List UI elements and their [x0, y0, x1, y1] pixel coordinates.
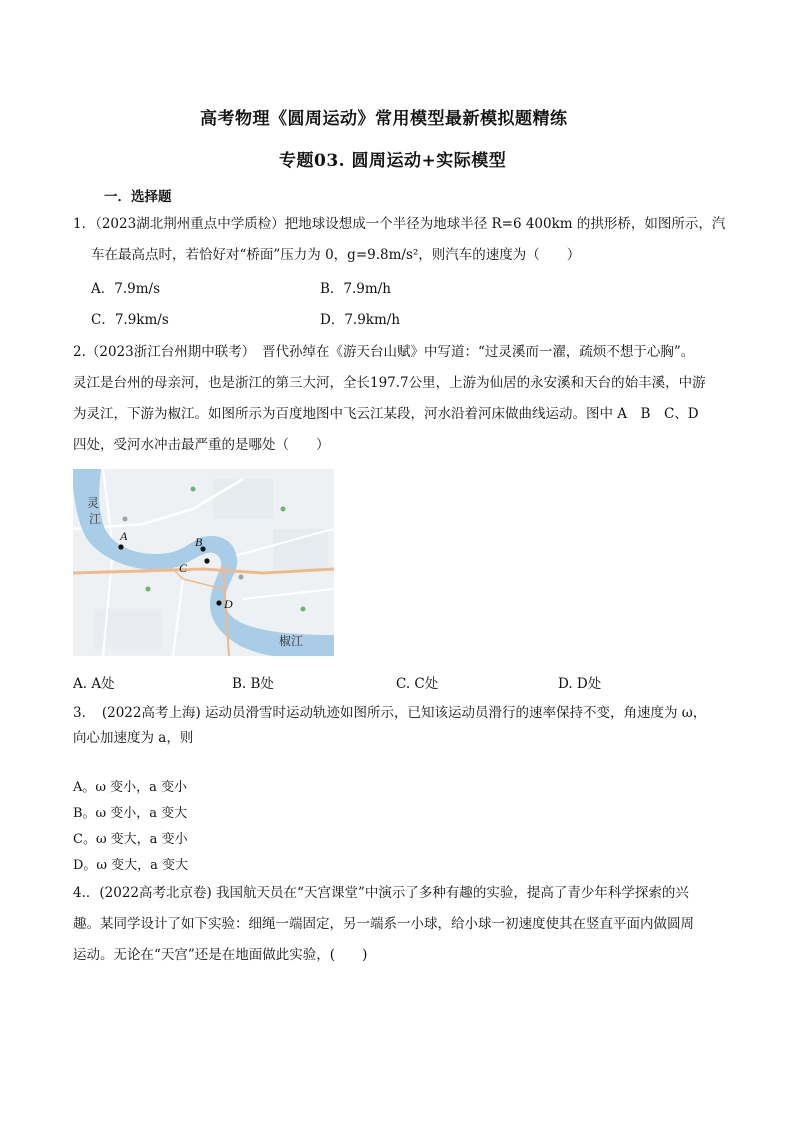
q2-option-c: C. C处: [396, 676, 439, 692]
q1-option-b: B．7.9m/h: [320, 281, 391, 297]
q3-option-c: C。ω 变大，a 变小: [73, 832, 188, 847]
q2-line4: 四处，受河水冲击最严重的是哪处（ ）: [73, 437, 330, 453]
q4-line3: 运动。无论在“天宫”还是在地面做此实验，( ): [73, 947, 368, 963]
q1-line1: 1．（2023湖北荆州重点中学质检）把地球设想成一个半径为地球半径 R=6 400km 的拱形桥，如图所示，汽: [73, 216, 726, 232]
doc-subtitle: 专题03. 圆周运动+实际模型: [279, 151, 507, 171]
map-point-a-dot: [118, 544, 123, 549]
map-label-jiaojiang: 椒江: [279, 634, 304, 648]
q3-option-b: B。ω 变小，a 变大: [73, 806, 188, 821]
q3-line2: 向心加速度为 a，则: [73, 730, 194, 746]
q2-option-a: A. A处: [73, 676, 115, 692]
q2-option-d: D. D处: [558, 676, 602, 692]
q3-line1: 3． (2022高考上海) 运动员滑雪时运动轨迹如图所示，已知该运动员滑行的速率保持不变，角速度为 ω，: [73, 705, 707, 721]
section-heading: 一．选择题: [104, 189, 172, 205]
doc-title: 高考物理《圆周运动》常用模型最新模拟题精练: [200, 109, 568, 129]
river-map-figure: [73, 469, 334, 656]
map-point-d-dot: [216, 600, 221, 605]
river-map-graphic: [73, 469, 334, 656]
map-point-c-dot: [204, 558, 209, 563]
map-point-b-label: B: [195, 535, 203, 549]
q1-line2: 车在最高点时，若恰好对“桥面”压力为 0，g=9.8m/s²，则汽车的速度为（ ）: [91, 247, 581, 263]
map-point-c-label: C: [179, 561, 188, 575]
q2-line1: 2.（2023浙江台州期中联考） 晋代孙绰在《游天台山赋》中写道：“过灵溪而一濯，疏烦不想于心胸”。: [73, 344, 695, 360]
map-label-lingjiang-1: 灵: [87, 496, 100, 510]
q3-option-a: A。ω 变小，a 变小: [73, 780, 188, 795]
q2-line2: 灵江是台州的母亲河，也是浙江的第三大河，全长197.7公里，上游为仙居的永安溪和天台的始丰溪，中游: [73, 375, 706, 391]
map-point-d-label: D: [224, 597, 233, 611]
q1-option-d: D．7.9km/h: [320, 312, 401, 328]
q1-option-a: A．7.9m/s: [91, 281, 160, 297]
q4-line1: 4.．(2022高考北京卷) 我国航天员在“天宫课堂”中演示了多种有趣的实验，提高了青少年科学探索的兴: [73, 885, 689, 901]
q1-option-c: C．7.9km/s: [91, 312, 169, 328]
q3-option-d: D。ω 变大，a 变大: [73, 858, 189, 873]
map-label-lingjiang-2: 江: [89, 512, 102, 526]
q2-option-b: B. B处: [232, 676, 274, 692]
q4-line2: 趣。某同学设计了如下实验：细绳一端固定，另一端系一小球，给小球一初速度使其在竖直平面内做圆周: [73, 916, 694, 932]
map-point-a-label: A: [120, 529, 128, 543]
q2-line3: 为灵江，下游为椒江。如图所示为百度地图中飞云江某段，河水沿着河床做曲线运动。图中 A B C、D: [73, 406, 699, 422]
